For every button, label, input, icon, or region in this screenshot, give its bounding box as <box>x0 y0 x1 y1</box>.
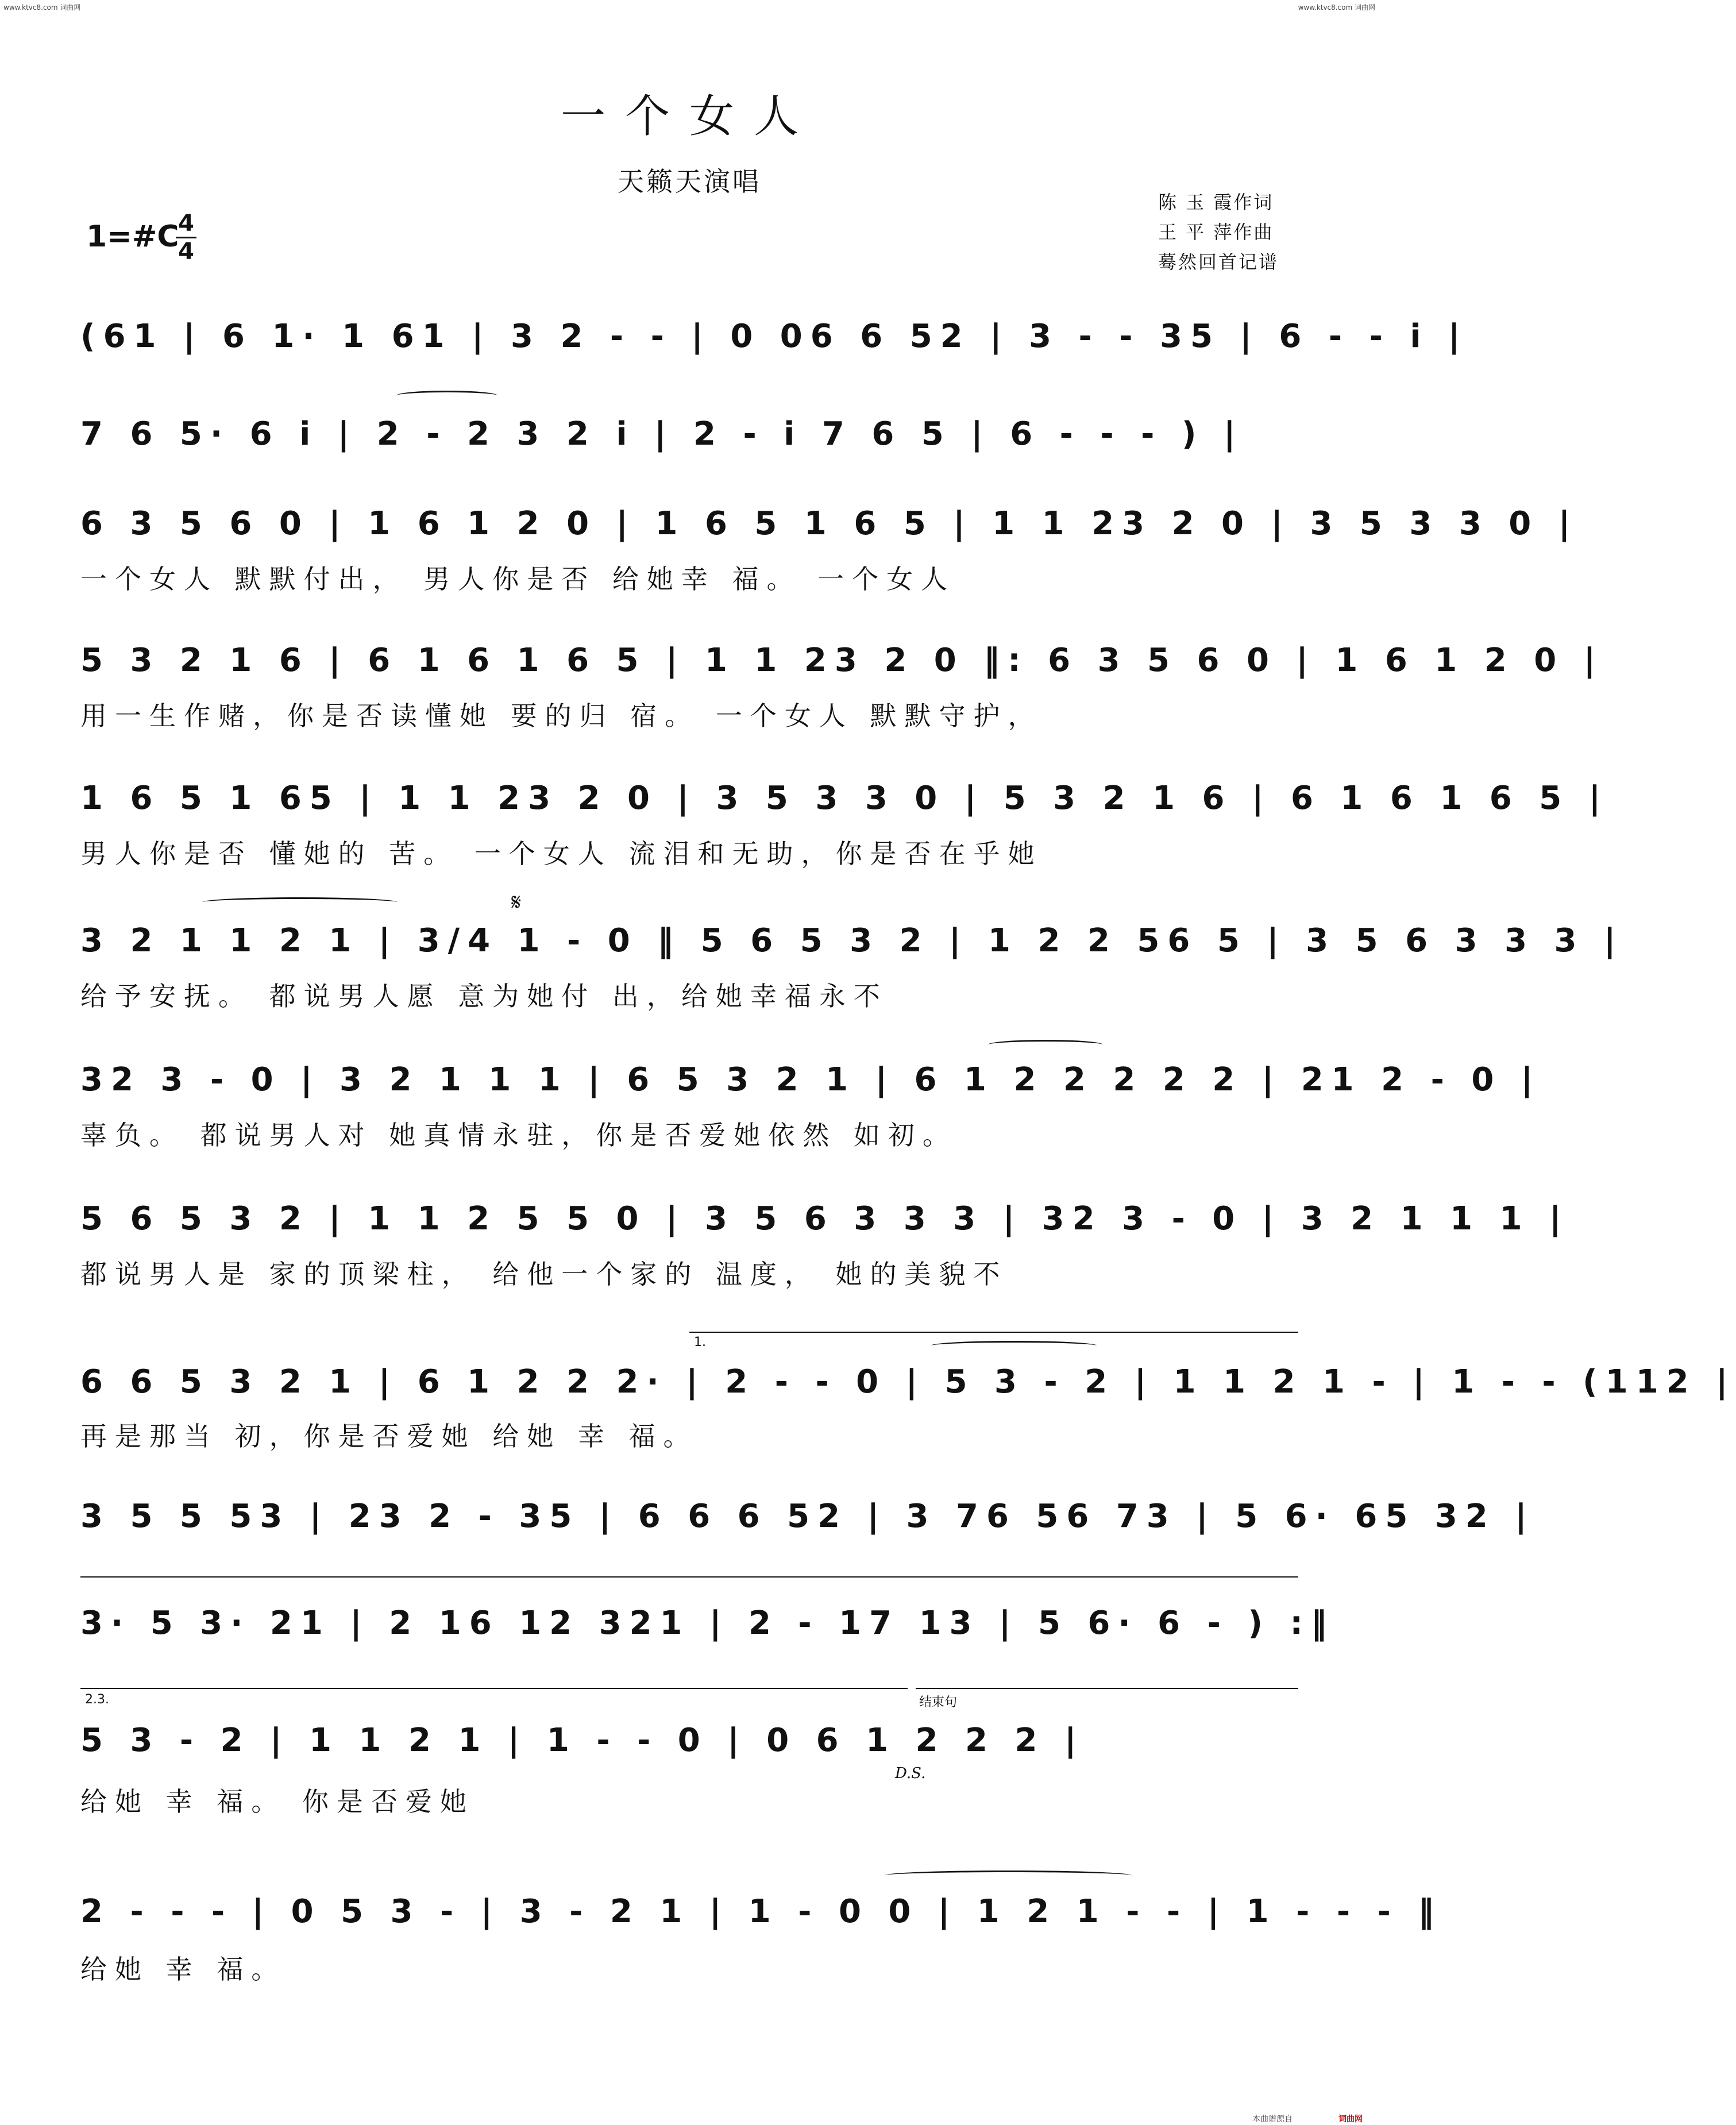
lyrics-line-7: 辜负。 都说男人对 她真情永驻，你是否爱她依然 如初。 <box>80 1120 957 1151</box>
score-line-10 <box>80 1495 1535 1537</box>
lyrics-line-13: 给她 幸 福。 <box>80 1954 286 1985</box>
score-line-4 <box>80 639 1604 681</box>
score-line-12 <box>80 1719 1298 1761</box>
notes-line-9: 6 6 5 3 2 1 | 6 1 2 2 2· | 2 - - 0 | 5 3 - 2 | 1 1 2 1 - | 1 - - (112 | <box>80 1363 1736 1401</box>
song-title: 一个女人 <box>560 91 818 142</box>
time-signature-bottom: 4 <box>176 237 196 265</box>
time-signature <box>176 210 196 265</box>
lyrics-line-9: 再是那当 初，你是否爱她 给她 幸 福。 <box>80 1421 698 1452</box>
notes-line-6: 3 2 1 1 2 1 | 3/4 1 - 0 ‖ 5 6 5 3 2 | 1 2 2 56 5 | 3 5 6 3 3 3 | <box>80 921 1624 959</box>
segno-sign: 𝄋 <box>511 889 522 916</box>
lyrics-line-6: 给予安抚。 都说男人愿 意为她付 出，给她幸福永不 <box>80 981 888 1012</box>
coda-label: 结束句 <box>919 1695 958 1710</box>
coda-bracket <box>916 1688 1298 1689</box>
lyrics-line-8: 都说男人是 家的顶梁柱， 给他一个家的 温度， 她的美貌不 <box>80 1259 1008 1290</box>
score-line-1 <box>80 315 1468 357</box>
score-line-7 <box>80 1058 1541 1101</box>
score-line-3 <box>80 502 1579 545</box>
score-line-6 <box>80 919 1624 962</box>
notes-line-12: 5 3 - 2 | 1 1 2 1 | 1 - - 0 | 0 6 1 2 2 2 | <box>80 1721 1085 1759</box>
notes-line-5: 1 6 5 1 65 | 1 1 23 2 0 | 3 5 3 3 0 | 5 3 2 1 6 | 6 1 6 1 6 5 | <box>80 779 1609 817</box>
notes-line-10: 3 5 5 53 | 23 2 - 35 | 6 6 6 52 | 3 76 56 73 | 5 6· 65 32 | <box>80 1497 1535 1535</box>
credits-block <box>1158 187 1330 277</box>
volta-1-bracket <box>689 1332 1298 1333</box>
lyricist-credit: 陈 玉 霞作词 <box>1158 191 1274 213</box>
watermark-left: www.ktvc8.com 词曲网 <box>3 3 81 11</box>
key-signature: 1=#C <box>86 219 179 254</box>
volta-23-bracket <box>80 1688 908 1689</box>
notes-line-1: (61 | 6 1· 1 61 | 3 2 - - | 0 06 6 52 | 3 - - 35 | 6 - - i | <box>80 317 1468 355</box>
notes-line-13: 2 - - - | 0 5 3 - | 3 - 2 1 | 1 - 0 0 | 1 2 1 - - | 1 - - - ‖ <box>80 1892 1442 1930</box>
volta-23-label: 2.3. <box>85 1692 109 1707</box>
lyrics-line-4: 用一生作赌，你是否读懂她 要的归 宿。 一个女人 默默守护， <box>80 700 1043 731</box>
score-line-11 <box>80 1602 1335 1644</box>
score-line-2 <box>80 412 1298 455</box>
notes-line-7: 32 3 - 0 | 3 2 1 1 1 | 6 5 3 2 1 | 6 1 2 2 2 2 2 | 21 2 - 0 | <box>80 1060 1541 1098</box>
score-line-5 <box>80 777 1609 819</box>
singer-credit: 天籁天演唱 <box>618 166 761 197</box>
lyrics-line-5: 男人你是否 懂她的 苦。 一个女人 流泪和无助，你是否在乎她 <box>80 838 1043 869</box>
volta-continuation <box>80 1576 1298 1578</box>
notes-line-11: 3· 5 3· 21 | 2 16 12 321 | 2 - 17 13 | 5 6· 6 - ) :‖ <box>80 1604 1335 1642</box>
notes-line-8: 5 6 5 3 2 | 1 1 2 5 5 0 | 3 5 6 3 3 3 | 32 3 - 0 | 3 2 1 1 1 | <box>80 1200 1569 1237</box>
watermark-right: www.ktvc8.com 词曲网 <box>1298 3 1375 11</box>
composer-credit: 王 平 萍作曲 <box>1158 221 1274 243</box>
notes-line-3: 6 3 5 6 0 | 1 6 1 2 0 | 1 6 5 1 6 5 | 1 1 23 2 0 | 3 5 3 3 0 | <box>80 504 1579 542</box>
lyrics-line-3: 一个女人 默默付出， 男人你是否 给她幸 福。 一个女人 <box>80 564 956 595</box>
time-signature-top: 4 <box>178 210 194 237</box>
volta-1-label: 1. <box>694 1335 706 1349</box>
notes-line-4: 5 3 2 1 6 | 6 1 6 1 6 5 | 1 1 23 2 0 ‖: 6 3 5 6 0 | 1 6 1 2 0 | <box>80 641 1604 679</box>
score-line-13 <box>80 1890 1442 1933</box>
notes-line-2: 7 6 5· 6 i | 2 - 2 3 2 i | 2 - i 7 6 5 | 6 - - - ) | <box>80 415 1244 453</box>
transcriber-credit: 蓦然回首记谱 <box>1158 251 1279 273</box>
tie-arc <box>931 1341 1097 1351</box>
ds-mark: D.S. <box>895 1765 926 1782</box>
score-line-9 <box>80 1360 1736 1403</box>
tie-arc <box>885 1871 1132 1880</box>
score-line-8 <box>80 1197 1569 1240</box>
footer-brand: 词曲网 <box>1338 2115 1363 2124</box>
lyrics-line-12: 给她 幸 福。 你是否爱她 <box>80 1786 474 1817</box>
footer-note: 本曲谱源自 <box>1252 2115 1293 2124</box>
tie-arc <box>396 391 497 400</box>
tie-arc <box>988 1040 1103 1050</box>
tie-arc <box>202 897 398 907</box>
